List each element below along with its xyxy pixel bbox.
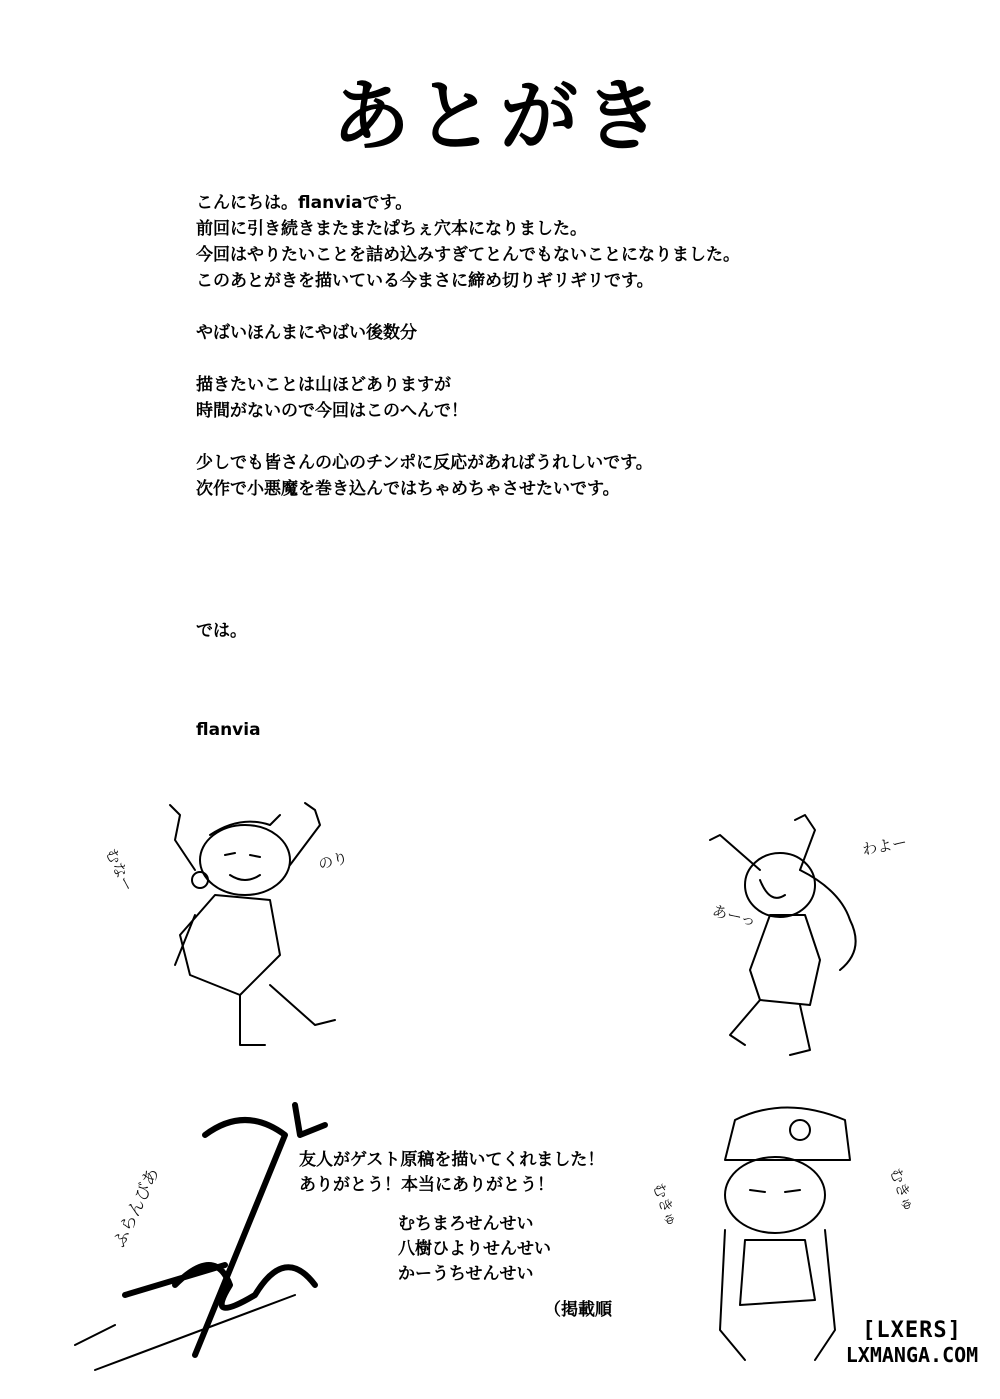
guest-thanks-line: ありがとう！本当にありがとう！ [299, 1175, 554, 1195]
paragraph-plans [196, 372, 916, 424]
doodle-label-bottom-a: むきゅ [649, 1180, 682, 1230]
text-line: 描きたいことは山ほどありますが [196, 375, 451, 395]
guest-artist-name: かーうちせんせい [398, 1264, 534, 1284]
guest-artist-name: 八樹ひよりせんせい [398, 1239, 551, 1259]
order-note: （掲載順 [544, 1300, 612, 1320]
guest-artist-list [398, 1212, 551, 1287]
text-line: 前回に引き続きまたまたぱちぇ穴本になりました。 [196, 219, 587, 239]
page-title: あとがき [331, 72, 668, 162]
text-line: 少しでも皆さんの心のチンポに反応があればうれしいです。 [196, 453, 653, 473]
doodle-label-left-b: のり [316, 848, 350, 874]
paragraph-greeting [196, 190, 916, 294]
text-line: 今回はやりたいことを詰め込みすぎてとんでもないことになりました。 [196, 245, 740, 265]
doodle-character-left [140, 795, 400, 1055]
signature-drawing [55, 1095, 335, 1385]
doodle-label-bottom-b: むきゅ [886, 1165, 919, 1215]
doodle-label-right-b: あーっ [710, 901, 758, 931]
watermark-line1: [LXERS] [862, 1318, 962, 1343]
paragraph-urgent [196, 320, 916, 346]
guest-thanks [299, 1148, 604, 1198]
text-line: 次作で小悪魔を巻き込んではちゃめちゃさせたいです。 [196, 479, 620, 499]
author-name: flanvia [196, 720, 261, 740]
text-line: このあとがきを描いている今まさに締め切りギリギリです。 [196, 271, 654, 291]
doodle-label-right-a: わよー [860, 833, 909, 859]
guest-artist-name: むちまろせんせい [398, 1214, 534, 1234]
watermark-line2: LXMANGA.COM [845, 1343, 979, 1367]
doodle-label-left-a: むなー [101, 845, 138, 895]
text-line: こんにちは。flanviaです。 [196, 193, 413, 213]
text-line: やばいほんまにやばい後数分 [196, 323, 417, 343]
afterword-body [196, 190, 916, 528]
closing-text: では。 [196, 621, 247, 641]
paragraph-hopes [196, 450, 916, 502]
guest-thanks-line: 友人がゲスト原稿を描いてくれました！ [299, 1150, 605, 1170]
text-line: 時間がないので今回はこのへんで！ [196, 401, 468, 421]
signature-kana: ふらんびあ [109, 1165, 164, 1251]
watermark [828, 1318, 996, 1367]
